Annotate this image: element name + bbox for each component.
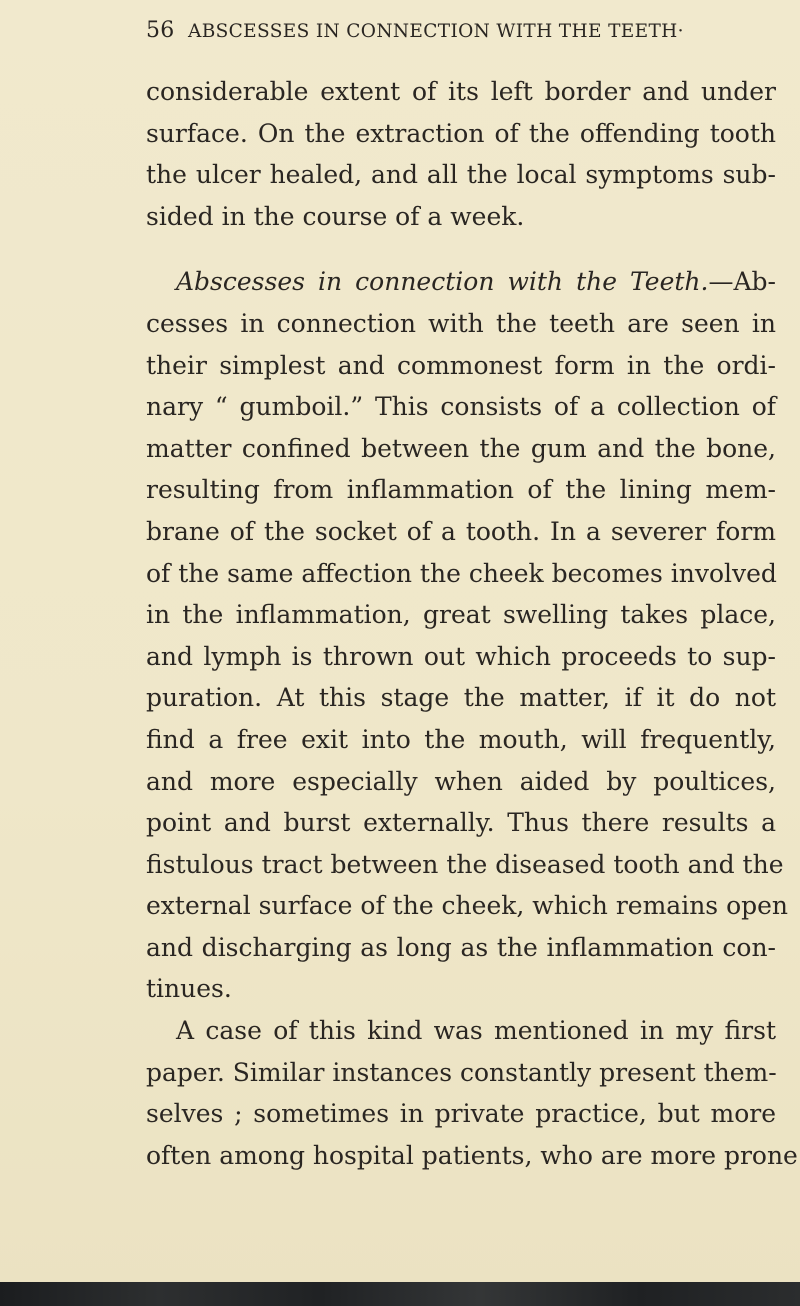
text-line: the ulcer healed, and all the local symptoms sub- [146,160,776,190]
section-heading: Abscesses in connection with the Teeth. [176,267,709,297]
text-line: external surface of the cheek, which remains open [146,891,789,921]
heading-continuation: —Ab- [708,267,776,297]
text-line: paper. Similar instances constantly present them- [146,1057,777,1087]
text-line: resulting from inflammation of the lining mem- [146,475,776,505]
text-line: considerable extent of its left border and under [146,77,776,106]
text-line: sided in the course of a week. [146,201,525,231]
text-line: in the inflammation, great swelling takes place, [146,600,776,630]
paragraph-gap [146,237,776,261]
text-line: fistulous tract between the diseased tooth and the [146,849,784,879]
text-line: nary “ gumboil.” This consists of a collection of [146,392,776,422]
text-line: matter confined between the gum and the bone, [146,433,776,463]
text-line: tinues. [146,974,232,1004]
text-line: puration. At this stage the matter, if it do not [146,683,776,713]
text-line: their simplest and commonest form in the ordi- [146,350,776,380]
text-line: find a free exit into the mouth, will frequently, [146,724,776,754]
page-number: 56 [146,18,175,43]
scan-bottom-edge [0,1282,800,1306]
text-line: surface. On the extraction of the offending tooth [146,118,776,148]
text-line: brane of the socket of a tooth. In a severer form [146,516,776,546]
section-heading-line [146,261,776,303]
text-line: point and burst externally. Thus there results a [146,808,776,838]
text-line: and discharging as long as the inflammation con- [146,932,776,962]
running-title: ABSCESSES IN CONNECTION WITH THE TEETH· [188,21,684,42]
text-line: often among hospital patients, who are more prone [146,1140,798,1170]
text-line: selves ; sometimes in private practice, but more [146,1099,776,1129]
text-line: and lymph is thrown out which proceeds to sup- [146,641,776,671]
page-header [146,18,766,58]
body-text [146,71,798,1176]
text-line: of the same affection the cheek becomes involved [146,558,777,588]
text-line: cesses in connection with the teeth are seen in [146,308,776,338]
text-line: and more especially when aided by poultices, [146,766,776,796]
text-line: A case of this kind was mentioned in my first [176,1016,776,1046]
